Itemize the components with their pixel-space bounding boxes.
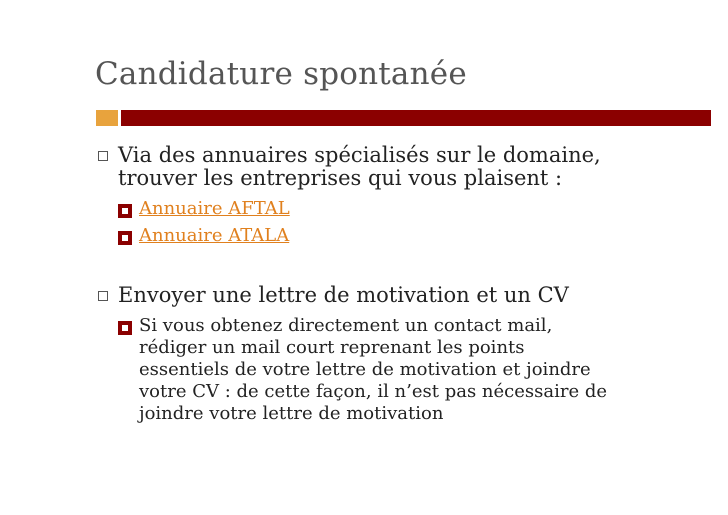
bullet-text: trouver les entreprises qui vous plaisent : [118, 166, 563, 190]
bullet-text: Via des annuaires spécialisés sur le domaine, [118, 143, 601, 167]
bullet-marker [98, 151, 108, 161]
sub-bullet-text: joindre votre lettre de motivation [139, 403, 444, 424]
bullet-marker [98, 291, 108, 301]
sub-bullet-marker [118, 204, 132, 218]
slide-title: Candidature spontanée [95, 56, 467, 92]
title-underline-accent [96, 110, 118, 126]
sub-bullet-text: rédiger un mail court reprenant les points [139, 337, 525, 358]
title-underline-bar [121, 110, 711, 126]
sub-bullet-text: votre CV : de cette façon, il n’est pas nécessaire de [139, 381, 608, 402]
link-annuaire-aftal[interactable]: Annuaire AFTAL [139, 198, 290, 219]
link-annuaire-atala[interactable]: Annuaire ATALA [139, 225, 290, 246]
sub-bullet-text: Si vous obtenez directement un contact mail, [139, 315, 553, 336]
bullet-text: Envoyer une lettre de motivation et un CV [118, 283, 569, 307]
sub-bullet-marker [118, 231, 132, 245]
sub-bullet-text: essentiels de votre lettre de motivation et joindre [139, 359, 591, 380]
sub-bullet-marker [118, 321, 132, 335]
